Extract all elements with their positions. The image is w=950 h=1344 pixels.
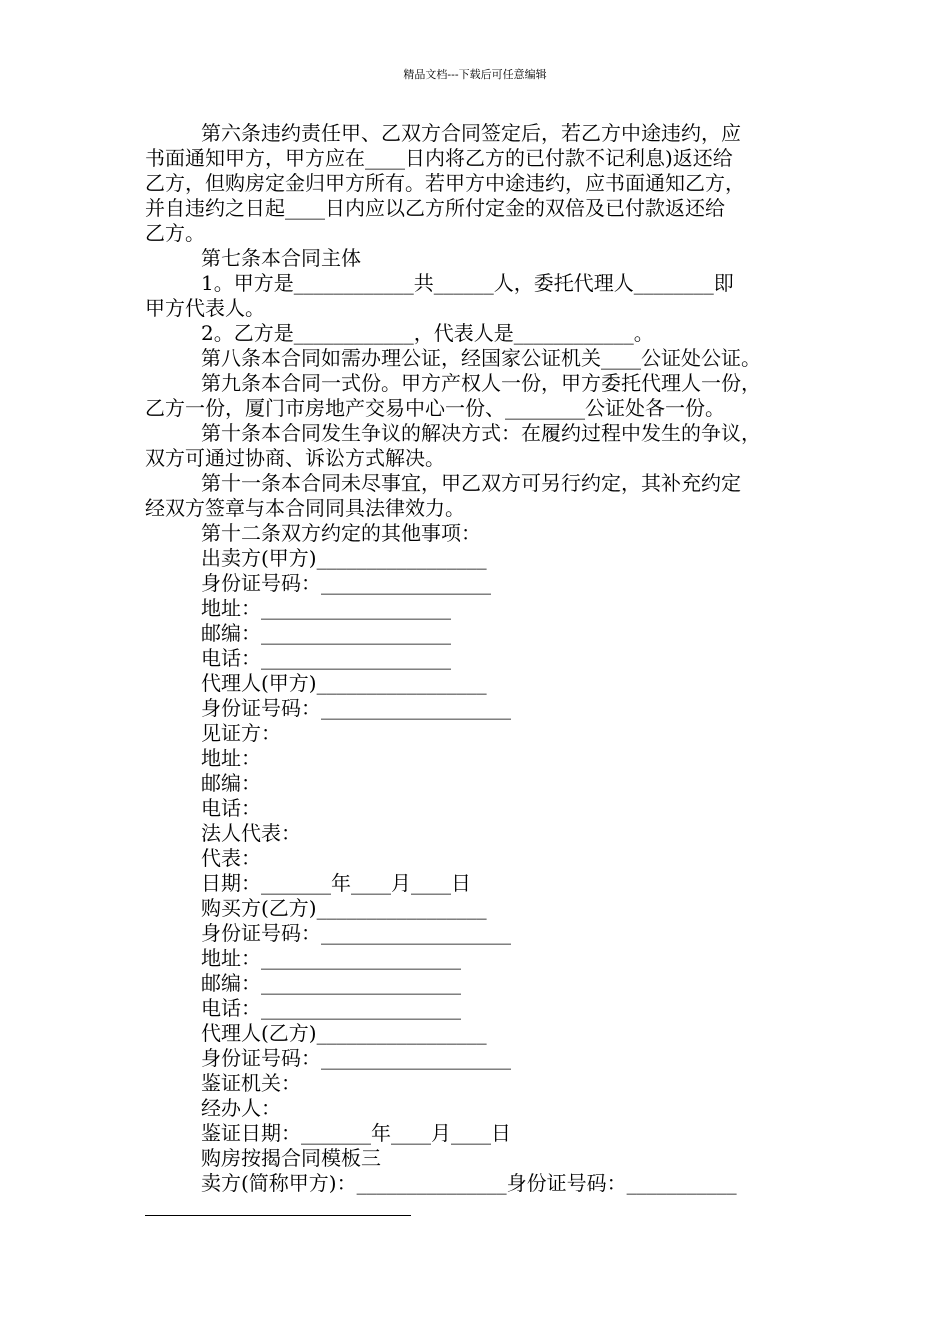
field-line: 地址：___________________: [201, 596, 451, 620]
footer-rule: [145, 1215, 411, 1216]
field-line: 邮编：____________________: [201, 971, 461, 995]
field-line: 地址：____________________: [201, 946, 461, 970]
article-11-line-2: 经双方签章与本合同同具法律效力。: [145, 496, 465, 520]
field-line: 身份证号码：_________________: [201, 571, 491, 595]
field-line: 购房按揭合同模板三: [201, 1146, 381, 1170]
field-line: 代表：: [201, 846, 261, 870]
field-line: 见证方：: [201, 721, 281, 745]
article-8: 第八条本合同如需办理公证，经国家公证机关____公证处公证。: [201, 346, 761, 370]
contract-body: [145, 121, 817, 1196]
field-line: 电话：___________________: [201, 646, 451, 670]
field-line: 身份证号码：___________________: [201, 921, 511, 945]
article-6-line-3: 乙方，但购房定金归甲方所有。若甲方中途违约，应书面通知乙方，: [145, 171, 745, 195]
article-9-line-1: 第九条本合同一式份。甲方产权人一份，甲方委托代理人一份，: [201, 371, 761, 395]
article-7-item-2: 2。乙方是____________，代表人是____________。: [201, 321, 654, 345]
page-header: 精品文档---下载后可任意编辑: [403, 68, 547, 81]
field-line: 日期：_______年____月____日: [201, 871, 471, 895]
field-line: 电话：: [201, 796, 261, 820]
field-line: 鉴证日期：_______年____月____日: [201, 1121, 511, 1145]
article-6-line-5: 乙方。: [145, 221, 205, 245]
field-line: 电话：____________________: [201, 996, 461, 1020]
field-line: 地址：: [201, 746, 261, 770]
field-line: 鉴证机关：: [201, 1071, 301, 1095]
field-line: 代理人(乙方)_________________: [201, 1021, 487, 1045]
article-10-line-2: 双方可通过协商、诉讼方式解决。: [145, 446, 445, 470]
field-line: 购买方(乙方)_________________: [201, 896, 487, 920]
article-6-line-2: 书面通知甲方，甲方应在____日内将乙方的已付款不记利息)返还给: [145, 146, 733, 170]
field-line: 经办人：: [201, 1096, 281, 1120]
article-9-line-2: 乙方一份，厦门市房地产交易中心一份、________公证处各一份。: [145, 396, 725, 420]
article-6-line-1: 第六条违约责任甲、乙双方合同签定后，若乙方中途违约，应: [201, 121, 741, 145]
field-line: 身份证号码：___________________: [201, 696, 511, 720]
field-line: 卖方(简称甲方)：_______________身份证号码：___________: [201, 1171, 737, 1195]
article-11-line-1: 第十一条本合同未尽事宜，甲乙双方可另行约定，其补充约定: [201, 471, 741, 495]
field-line: 邮编：: [201, 771, 261, 795]
field-line: 邮编：___________________: [201, 621, 451, 645]
article-12-title: 第十二条双方约定的其他事项：: [201, 521, 481, 545]
field-line: 出卖方(甲方)_________________: [201, 546, 487, 570]
field-line: 代理人(甲方)_________________: [201, 671, 487, 695]
article-7-item-1-line-1: 1。甲方是____________共______人，委托代理人________即: [201, 271, 734, 295]
article-7-title: 第七条本合同主体: [201, 246, 361, 270]
field-line: 身份证号码：___________________: [201, 1046, 511, 1070]
article-6-line-4: 并自违约之日起____日内应以乙方所付定金的双倍及已付款返还给: [145, 196, 725, 220]
field-line: 法人代表：: [201, 821, 301, 845]
article-10-line-1: 第十条本合同发生争议的解决方式：在履约过程中发生的争议，: [201, 421, 761, 445]
article-7-item-1-line-2: 甲方代表人。: [145, 296, 265, 320]
